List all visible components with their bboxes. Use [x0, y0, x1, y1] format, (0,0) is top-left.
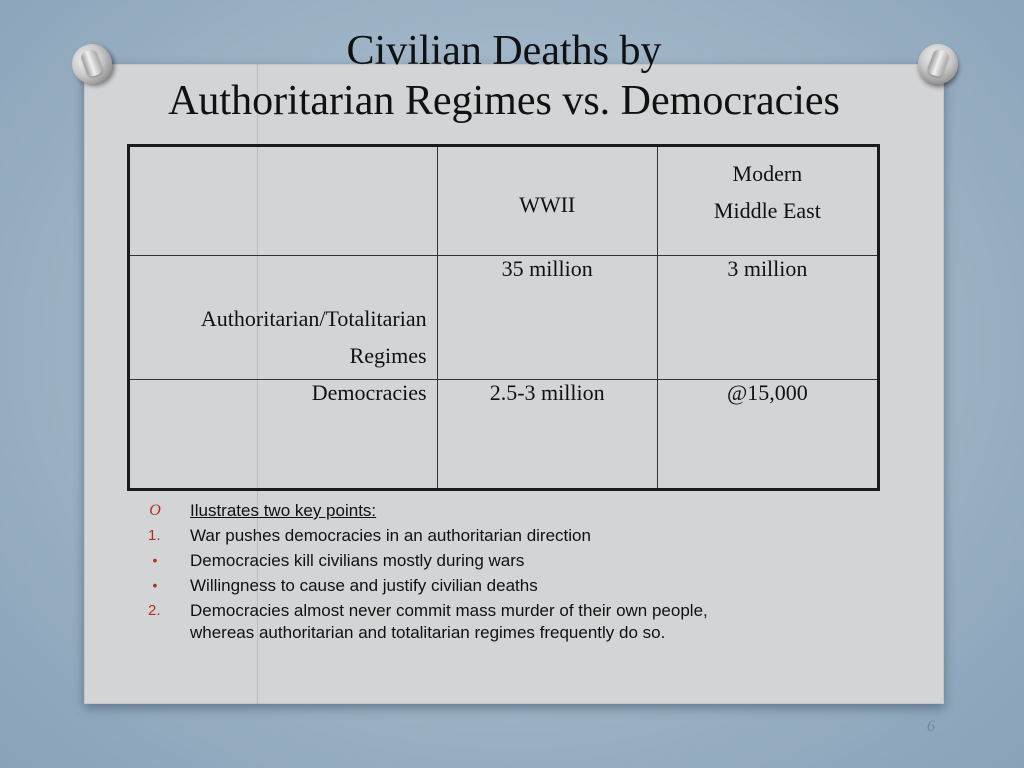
header-middle-east-label: Middle East: [713, 198, 821, 223]
cell-authoritarian-middle-east: 3 million: [657, 256, 878, 379]
sub-point-text: Willingness to cause and justify civilian deaths: [190, 576, 538, 595]
title-line-1: Civilian Deaths by: [346, 28, 662, 74]
deaths-comparison-table: [127, 144, 880, 491]
point-2-line: Democracies almost never commit mass murder of their own people,: [190, 601, 708, 620]
bullet-dot: •: [152, 552, 158, 568]
header-empty-cell: [129, 146, 438, 256]
cell-democracies-wwii: 2.5-3 million: [437, 379, 657, 489]
number-marker: 1.: [148, 527, 161, 544]
list-item: [140, 598, 840, 644]
slide-title: [84, 26, 924, 126]
header-middle-east: [657, 146, 878, 256]
table-row: [129, 379, 879, 489]
table-row: [129, 256, 879, 379]
list-item: [140, 548, 840, 573]
row-label-democracies: Democracies: [129, 379, 438, 489]
page-number: 6: [927, 718, 935, 735]
header-modern-label: Modern: [732, 161, 803, 186]
bullet-dot: •: [152, 577, 158, 593]
row-label-line: Authoritarian/Totalitarian: [200, 306, 427, 332]
sub-point-text: Democracies kill civilians mostly during wars: [190, 551, 525, 570]
cell-democracies-middle-east: @15,000: [657, 379, 878, 489]
table-header-row: [129, 146, 879, 256]
number-marker: 2.: [148, 602, 161, 619]
point-1-text: War pushes democracies in an authoritarian direction: [190, 526, 591, 545]
list-item: [140, 523, 840, 548]
row-label-line: Regimes: [349, 343, 427, 369]
list-item: [140, 573, 840, 598]
row-label-authoritarian: [129, 256, 438, 379]
list-item: [140, 498, 840, 523]
intro-text: Ilustrates two key points:: [190, 501, 377, 520]
bullet-marker: O: [149, 502, 161, 519]
cell-authoritarian-wwii: 35 million: [437, 256, 657, 379]
header-wwii-label: WWII: [519, 192, 576, 218]
bullet-list: [140, 498, 840, 644]
header-wwii: [437, 146, 657, 256]
point-2-line: whereas authoritarian and totalitarian regimes frequently do so.: [190, 623, 666, 642]
title-line-2: Authoritarian Regimes vs. Democracies: [168, 78, 840, 124]
